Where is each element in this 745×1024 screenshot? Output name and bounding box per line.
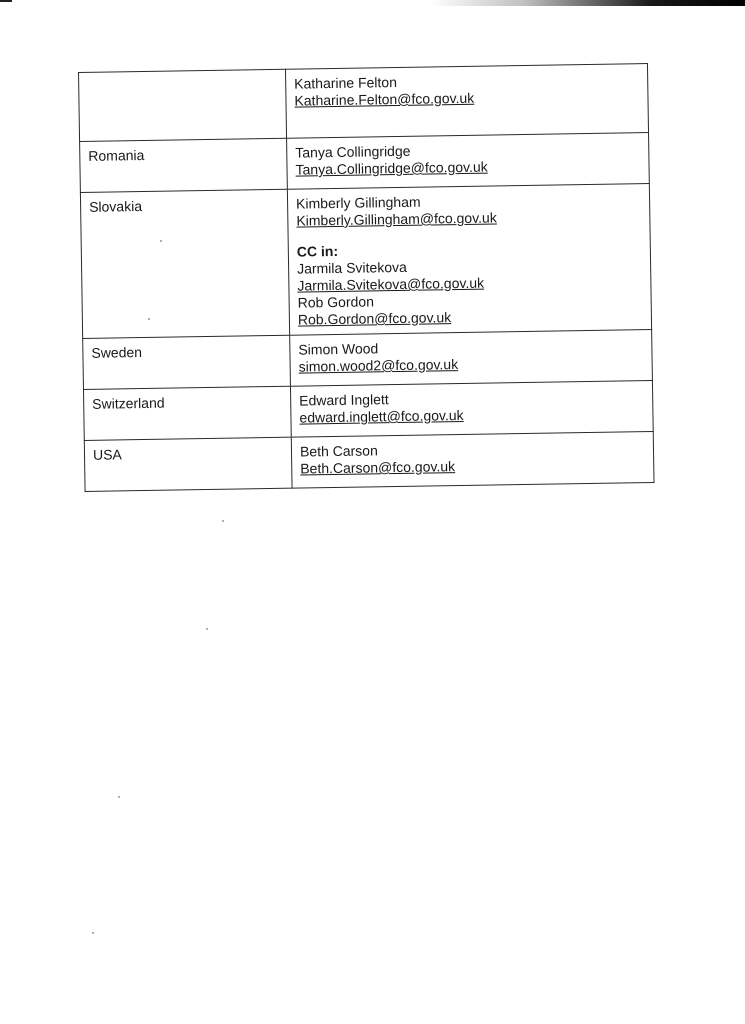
- contacts-table-wrapper: [78, 63, 640, 492]
- contact-cell: [290, 330, 653, 387]
- contact-name: Beth Carson: [299, 442, 378, 460]
- contact-email[interactable]: Katharine.Felton@fco.gov.uk: [294, 89, 475, 109]
- table-row: [80, 184, 651, 339]
- scan-speck: [92, 932, 94, 934]
- table-row: [84, 432, 654, 492]
- country-cell: [79, 69, 287, 141]
- table-row: [83, 381, 653, 441]
- contact-email[interactable]: Tanya.Collingridge@fco.gov.uk: [295, 158, 488, 178]
- table-row: [80, 133, 650, 193]
- contacts-table: [78, 63, 655, 492]
- country-cell: Sweden: [83, 335, 291, 389]
- country-cell: USA: [84, 437, 292, 491]
- contact-name: Edward Inglett: [299, 391, 389, 409]
- contact-email[interactable]: simon.wood2@fco.gov.uk: [298, 356, 459, 375]
- contact-name: Tanya Collingridge: [295, 142, 411, 161]
- contact-name: Kimberly Gillingham: [295, 193, 421, 212]
- scan-speck: [206, 628, 208, 630]
- scan-edge-shadow: [430, 0, 745, 6]
- contact-cell: [290, 381, 653, 438]
- country-cell: Switzerland: [83, 386, 291, 440]
- scan-speck: [222, 520, 224, 522]
- country-cell: Slovakia: [80, 189, 289, 338]
- cc-contact-name: Rob Gordon: [297, 293, 375, 311]
- scan-speck: [118, 796, 120, 798]
- cc-label: CC in:: [296, 242, 339, 260]
- contact-cell: [291, 432, 654, 489]
- cc-contact-name: Jarmila Svitekova: [296, 258, 407, 277]
- contact-name: Katharine Felton: [294, 73, 398, 92]
- contact-email[interactable]: edward.inglett@fco.gov.uk: [299, 406, 464, 426]
- cc-contact-email[interactable]: Rob.Gordon@fco.gov.uk: [297, 309, 452, 328]
- contact-cell: [285, 64, 648, 139]
- scan-edge-mark: [0, 0, 12, 2]
- contact-email[interactable]: Beth.Carson@fco.gov.uk: [300, 458, 456, 477]
- scan-speck: [160, 240, 162, 242]
- contact-email[interactable]: Kimberly.Gillingham@fco.gov.uk: [296, 209, 497, 229]
- contact-cell: [287, 184, 651, 336]
- contact-cell: [287, 133, 650, 190]
- cc-contact-email[interactable]: Jarmila.Svitekova@fco.gov.uk: [297, 274, 485, 294]
- table-row: [79, 64, 649, 142]
- scan-speck: [148, 318, 150, 320]
- country-cell: Romania: [80, 138, 288, 192]
- contact-name: Simon Wood: [298, 340, 379, 358]
- table-row: [83, 330, 653, 390]
